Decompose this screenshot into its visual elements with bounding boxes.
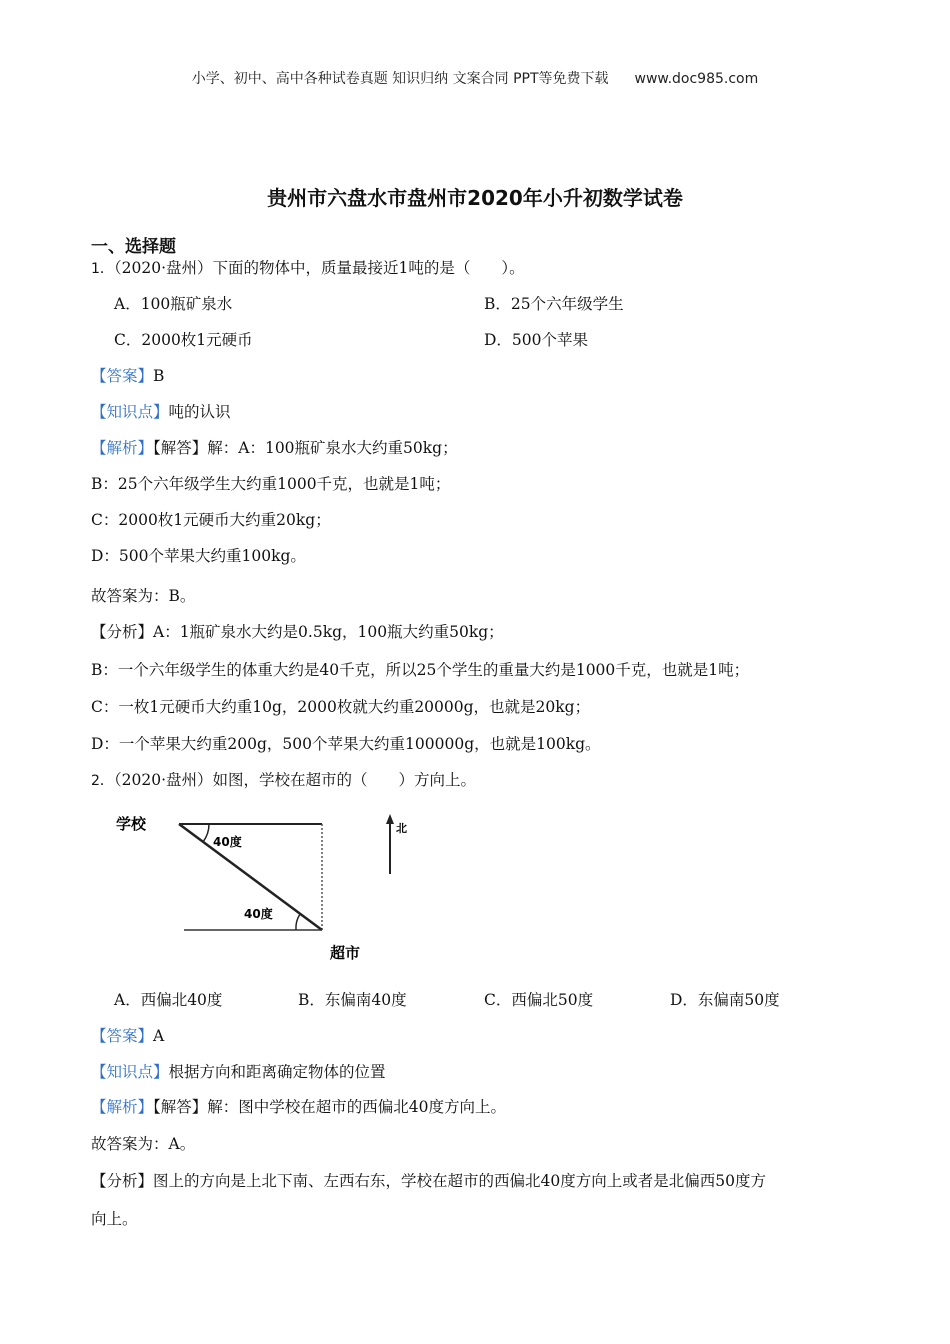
answer-tag: 【答案】 xyxy=(91,1027,154,1045)
q2-conclusion: 故答案为：A。 xyxy=(91,1135,196,1153)
q2-option-b: B．东偏南40度 xyxy=(298,991,407,1009)
page-header xyxy=(0,68,950,88)
q1-analysis-line: D：一个苹果大约重200g，500个苹果大约重100000g，也就是100kg。 xyxy=(91,735,601,753)
answer-value: A xyxy=(153,1027,165,1045)
knowledge-tag: 【知识点】 xyxy=(91,403,169,421)
q1-analysis-line: 【分析】A：1瓶矿泉水大约是0.5kg，100瓶大约重50kg； xyxy=(91,623,504,641)
q2-option-c: C．西偏北50度 xyxy=(484,991,594,1009)
answer-tag: 【答案】 xyxy=(91,367,154,385)
q2-option-d: D．东偏南50度 xyxy=(670,991,780,1009)
header-url[interactable]: www.doc985.com xyxy=(634,71,759,87)
q1-knowledge-point xyxy=(91,402,231,422)
q2-stem xyxy=(91,770,476,791)
knowledge-tag: 【知识点】 xyxy=(91,1063,169,1081)
market-label: 超市 xyxy=(330,944,361,962)
school-label: 学校 xyxy=(116,815,147,833)
q1-stem-text: （2020·盘州）下面的物体中，质量最接近1吨的是（ ）。 xyxy=(113,259,525,277)
q2-number: 2． xyxy=(91,773,114,789)
q1-conclusion: 故答案为：B。 xyxy=(91,587,196,605)
q1-explanation-line: C：2000枚1元硬币大约重20kg； xyxy=(91,511,331,529)
section-heading: 一、选择题 xyxy=(91,237,176,257)
q1-answer xyxy=(91,366,164,386)
q2-option-a: A．西偏北40度 xyxy=(114,991,223,1009)
q1-stem xyxy=(91,258,525,279)
q2-answer xyxy=(91,1026,164,1046)
q1-explanation-line: D：500个苹果大约重100kg。 xyxy=(91,547,306,565)
q1-option-d: D．500个苹果 xyxy=(484,331,589,349)
angle-arc-school xyxy=(203,824,209,842)
q2-analysis-line: 【分析】图上的方向是上北下南、左西右东，学校在超市的西偏北40度方向上或者是北偏西50度方 xyxy=(91,1172,766,1190)
knowledge-value: 吨的认识 xyxy=(168,403,231,421)
q1-analysis-line: B：一个六年级学生的体重大约是40千克，所以25个学生的重量大约是1000千克，也就是1吨； xyxy=(91,661,750,679)
explanation-text: 【解答】解：图中学校在超市的西偏北40度方向上。 xyxy=(153,1098,506,1116)
q2-analysis-line: 向上。 xyxy=(91,1210,138,1228)
explanation-tag: 【解析】 xyxy=(91,439,154,457)
north-label: 北 xyxy=(396,822,407,835)
q1-option-c: C．2000枚1元硬币 xyxy=(114,331,253,349)
north-arrowhead-icon xyxy=(386,814,394,824)
angle-label-2: 40度 xyxy=(244,907,273,921)
angle-label-1: 40度 xyxy=(213,835,242,849)
header-text: 小学、初中、高中各种试卷真题 知识归纳 文案合同 PPT等免费下载 xyxy=(191,71,609,87)
q1-explanation xyxy=(91,438,458,458)
q1-explanation-line: B：25个六年级学生大约重1000千克，也就是1吨； xyxy=(91,475,451,493)
answer-value: B xyxy=(153,367,165,385)
knowledge-value: 根据方向和距离确定物体的位置 xyxy=(168,1063,386,1081)
q2-knowledge-point xyxy=(91,1062,386,1082)
explanation-text: 【解答】解：A：100瓶矿泉水大约重50kg； xyxy=(153,439,458,457)
q2-explanation xyxy=(91,1097,506,1117)
angle-arc-market xyxy=(296,914,300,930)
q1-analysis-line: C：一枚1元硬币大约重10g，2000枚就大约重20000g，也就是20kg； xyxy=(91,698,591,716)
direction-figure xyxy=(112,810,422,970)
q1-option-b: B．25个六年级学生 xyxy=(484,295,624,313)
q1-option-a: A．100瓶矿泉水 xyxy=(114,295,233,313)
q2-stem-text: （2020·盘州）如图，学校在超市的（ ）方向上。 xyxy=(113,771,477,789)
explanation-tag: 【解析】 xyxy=(91,1098,154,1116)
q1-number: 1． xyxy=(91,261,114,277)
page-title: 贵州市六盘水市盘州市2020年小升初数学试卷 xyxy=(267,186,683,210)
